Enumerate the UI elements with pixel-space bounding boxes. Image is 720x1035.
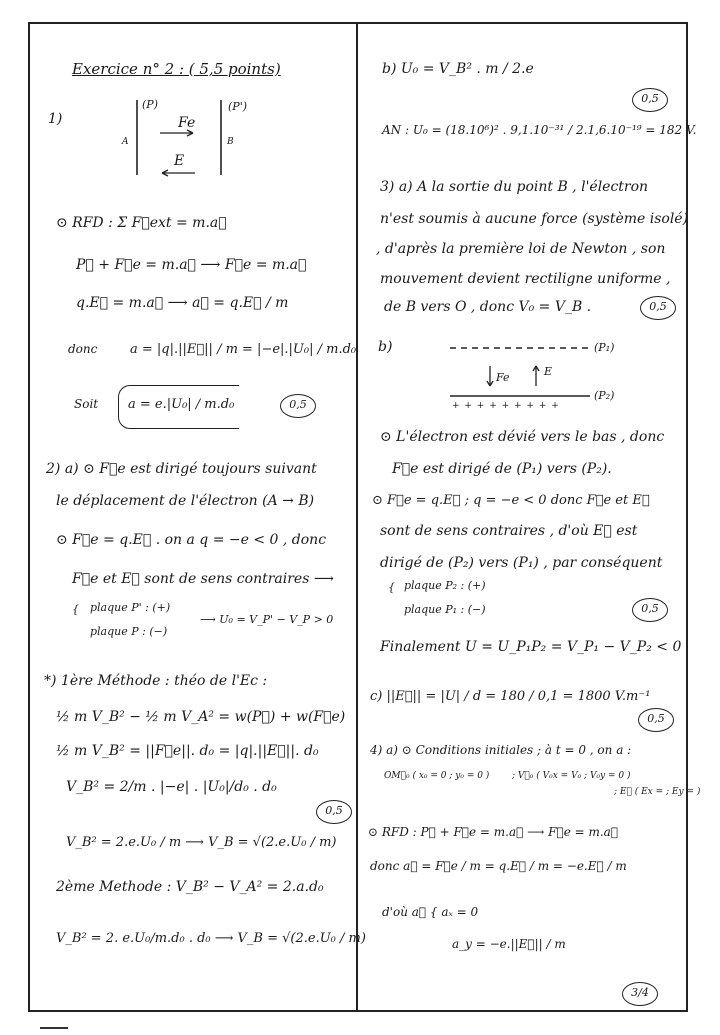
deviation-line-4: sont de sens contraires , d'où E⃗ est — [380, 523, 638, 539]
donc-label: donc — [68, 342, 98, 356]
initial-conditions-title: 4) a) ⊙ Conditions initiales ; à t = 0 , on a : — [370, 743, 632, 757]
initial-velocity: ; V⃗₀ ( V₀x = V₀ ; V₀y = 0 ) — [512, 771, 631, 781]
q3a-line-4: mouvement devient rectiligne uniforme , — [380, 271, 671, 287]
acceleration-y: a_y = −e.||E⃗|| / m — [452, 937, 566, 951]
initial-position: OM⃗₀ ( x₀ = 0 ; y₀ = 0 ) — [384, 771, 490, 781]
brace-2: { — [388, 581, 395, 594]
bottom-mark — [40, 1027, 68, 1029]
method-1-line-4: V_B² = 2.e.U₀ / m ⟶ V_B = √(2.e.U₀ / m) — [66, 835, 337, 850]
brace-1: { — [72, 603, 79, 616]
q2a-line-4: F⃗e et E⃗ sont de sens contraires ⟶ — [72, 571, 334, 587]
method-2-line-1: V_B² = 2. e.U₀/m.d₀ . d₀ ⟶ V_B = √(2.e.U₀ / m) — [56, 931, 366, 946]
rfd-line-2: P⃗ + F⃗e = m.a⃗ ⟶ F⃗e = m.a⃗ — [76, 257, 307, 273]
score-circle-5: 0,5 — [632, 598, 668, 622]
acceleration-result: a = e.|U₀| / m.d₀ — [128, 397, 235, 412]
score-circle-2: 0,5 — [316, 800, 352, 824]
method-1-line-1: ½ m V_B² − ½ m V_A² = w(P⃗) + w(F⃗e) — [56, 709, 346, 725]
q3a-line-1: 3) a) A la sortie du point B , l'électron — [380, 179, 649, 195]
exercise-title: Exercice n° 2 : ( 5,5 points) — [72, 60, 281, 78]
deviation-line-2: F⃗e est dirigé de (P₁) vers (P₂). — [392, 461, 612, 477]
acceleration-x: d'où a⃗ { aₓ = 0 — [382, 905, 479, 919]
rfd-right: ⊙ RFD : P⃗ + F⃗e = m.a⃗ ⟶ F⃗e = m.a⃗ — [368, 825, 619, 839]
plaque-p1-negative: plaque P₁ : (−) — [404, 603, 486, 616]
method-2-title: 2ème Methode : V_B² − V_A² = 2.a.d₀ — [56, 879, 324, 895]
score-circle-3: 0,5 — [632, 88, 668, 112]
rfd-line-1: ⊙ RFD : Σ F⃗ext = m.a⃗ — [56, 215, 227, 231]
rfd-line-3: q.E⃗ = m.a⃗ ⟶ a⃗ = q.E⃗ / m — [76, 295, 289, 311]
plaque-p2-sign: plaque P' : (+) — [90, 601, 171, 614]
q2a-line-1: 2) a) ⊙ F⃗e est dirigé toujours suivant — [46, 461, 317, 477]
plate-p1-label: (P₁) — [594, 341, 615, 354]
point-b-label: B — [227, 137, 234, 147]
deviation-line-1: ⊙ L'électron est dévié vers le bas , donc — [380, 429, 665, 445]
e-label-1: E — [174, 153, 185, 169]
fe-label-1: Fe — [178, 115, 196, 131]
part-b-formula: b) U₀ = V_B² . m / 2.e — [382, 61, 534, 77]
deviation-line-5: dirigé de (P₂) vers (P₁) , par conséquent — [380, 555, 663, 571]
plaque-p-sign: plaque P : (−) — [90, 625, 168, 638]
fe-label-2: Fe — [496, 371, 510, 384]
plus-charges: + + + + + + + + + — [452, 401, 560, 411]
u0-positive: ⟶ U₀ = V_P' − V_P > 0 — [200, 613, 334, 626]
soit-label: Soit — [74, 397, 99, 411]
q2a-line-2: le déplacement de l'électron (A → B) — [56, 493, 315, 509]
acceleration-expression: a = |q|.||E⃗|| / m = |−e|.|U₀| / m.d₀ — [130, 342, 357, 357]
score-circle-4: 0,5 — [640, 296, 676, 320]
q2a-line-3: ⊙ F⃗e = q.E⃗ . on a q = −e < 0 , donc — [56, 532, 327, 548]
score-circle-6: 0,5 — [638, 708, 674, 732]
method-1-title: *) 1ère Méthode : théo de l'Ec : — [44, 673, 268, 689]
deviation-line-3: ⊙ F⃗e = q.E⃗ ; q = −e < 0 donc F⃗e et E⃗ — [372, 493, 650, 508]
q3a-line-2: n'est soumis à aucune force (système isolé) — [380, 211, 689, 227]
acceleration-vector: donc a⃗ = F⃗e / m = q.E⃗ / m = −e.E⃗ / m — [370, 859, 627, 873]
point-a-label: A — [122, 137, 129, 147]
part-3b-label: b) — [378, 339, 393, 355]
final-voltage: Finalement U = U_P₁P₂ = V_P₁ − V_P₂ < 0 — [380, 639, 682, 655]
e-label-2: E — [544, 365, 553, 378]
plate-p2-label: (P') — [228, 100, 248, 113]
column-divider — [356, 22, 358, 1012]
plaque-p2-positive: plaque P₂ : (+) — [404, 579, 486, 592]
field-components: ; E⃗ ( Ex = ; Ey = ) — [614, 787, 701, 797]
plate-p2-label-b: (P₂) — [594, 389, 615, 402]
q3a-line-3: , d'après la première loi de Newton , son — [376, 241, 666, 257]
score-circle-1: 0,5 — [280, 394, 316, 418]
page-number: 3/4 — [622, 982, 658, 1006]
method-1-line-3: V_B² = 2/m . |−e| . |U₀|/d₀ . d₀ — [66, 779, 277, 795]
numeric-application: AN : U₀ = (18.10⁶)² . 9,1.10⁻³¹ / 2.1,6.10⁻¹⁹ = 182 V. — [382, 123, 697, 137]
plate-p-label: (P) — [142, 98, 158, 111]
q1-label: 1) — [48, 111, 63, 127]
method-1-line-2: ½ m V_B² = ||F⃗e||. d₀ = |q|.||E⃗||. d₀ — [56, 743, 319, 759]
field-magnitude: c) ||E⃗|| = |U| / d = 180 / 0,1 = 1800 V.m⁻¹ — [370, 689, 651, 704]
q3a-line-5: de B vers O , donc V₀ = V_B . — [384, 299, 592, 315]
